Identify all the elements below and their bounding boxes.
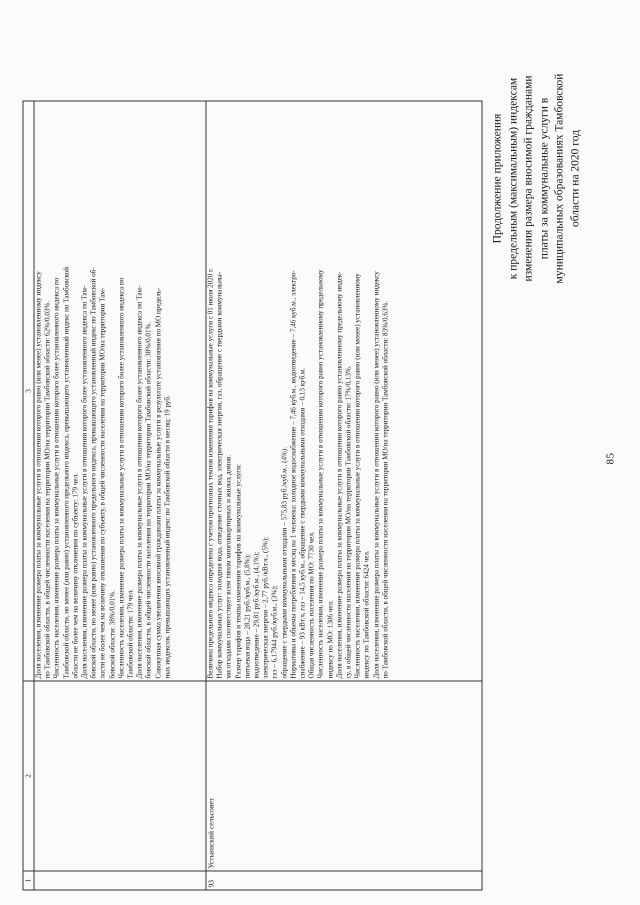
text-line: Набор коммунальных услуг: холодная вода, отведение сточных вод, электрическая энергия, газ, обращение с твердыми коммунальны-	[215, 271, 224, 679]
description-cell	[34, 101, 206, 681]
text-line: области не более чем на величину отклонения по субъекту: 179 чел.	[71, 473, 80, 679]
text-line: водоотведение – 29,81 руб./куб.м., (4,1%);	[252, 551, 261, 679]
text-line: бовской области, в общей численности населения на территории МО/на территории Тамбовской области: 38%/0,01%.	[144, 321, 153, 679]
text-line: бовской области, но менее (или равно) установленного предельного индекса, превышающего установленный индекс по Тамбовской об-	[89, 267, 98, 679]
heading-line: к предельным (максимальным) индексам	[507, 77, 519, 280]
heading-line: платы за коммунальные услуги в	[538, 97, 550, 260]
text-line: по Тамбовской области, в общей численности населения на территории МО/на территории Тамбовской области: 62%/0,03%.	[43, 300, 52, 679]
text-line: ласти не более чем на величину отклонения по субъекту, в общей численности населения на территории МО/на территории Там-	[98, 287, 107, 679]
heading-line: Продолжение приложения	[491, 113, 504, 244]
column-header-2: 2	[23, 681, 34, 871]
text-line: питьевая вода – 28,21 руб./куб.м., (5,8%);	[243, 554, 252, 679]
text-line: Доля населения, изменение размера платы за коммунальные услуги в отношении которого более установленного индекса по Там-	[80, 285, 89, 679]
table-row	[206, 101, 482, 890]
row-number-cell	[34, 871, 206, 890]
description-cell	[206, 101, 482, 681]
column-header-1: 1	[23, 871, 34, 890]
text-line: электрическая энергия – 2,77 руб./кВт.ч., (5%);	[261, 536, 270, 679]
heading-line: муниципальных образованиях Тамбовской	[553, 73, 566, 284]
text-line: обращение с твердыми коммунальными отходами – 575,83 руб./куб.м., (4%).	[280, 446, 289, 679]
text-line: Доля населения, изменение размера платы за коммунальные услуги в отношении которого более установленного индекса по Там-	[135, 285, 144, 679]
heading-line: области на 2020 год	[569, 129, 581, 228]
municipality-name-cell	[34, 681, 206, 871]
text-line: ми отходами соответствует всем типам многоквартирных и жилых домов.	[224, 454, 233, 679]
text-line: Доля населения, изменение размера платы за коммунальные услуги в отношении которого равно установленному предельному индек-	[335, 271, 344, 679]
text-line: по Тамбовской области, в общей численности населения на территории МО/на территории Тамбовской области: 83%/0,63%.	[381, 300, 390, 679]
heading-line: изменения размера вносимой гражданами	[522, 75, 535, 282]
text-line: индексу по МО: 1306 чел.	[326, 600, 335, 679]
appendix-heading	[491, 29, 584, 329]
row-number-cell: 93	[206, 871, 482, 890]
table-header-row	[23, 101, 34, 890]
text-line: Численность населения, изменение размера платы за коммунальные услуги в отношении которого равно (или менее) установленному	[353, 273, 362, 679]
text-line: Тамбовской области, но менее (или равно) установленного предельного индекса, превышающего установленный индекс по Тамбовской	[62, 266, 71, 679]
text-line: Доля населения, изменение размера платы за коммунальные услуги в отношении которого равно (или менее) установленному индексу	[34, 271, 43, 679]
rotated-sheet	[1, 0, 640, 905]
municipality-name-cell: Устьинский сельсовет	[206, 681, 482, 871]
text-line: ных индексов, превышающих установленный индекс по Тамбовской области в месяц: 19 руб.	[163, 395, 172, 679]
text-line: снабжение – 93 кВт.ч, газ – 14,5 куб.м., обращение с твердыми коммунальными отходами – 0,13 куб.м.	[298, 367, 307, 679]
text-line: Величина предельного индекса определена с учетом прогнозных темпов изменения тарифов на коммунальные услуги с 01 июля 2020 г.	[206, 268, 215, 679]
text-line: Численность населения, изменение размера платы за коммунальные услуги в отношении которого более установленного индекса по	[52, 277, 61, 679]
text-line: Численность населения, изменение размера платы за коммунальные услуги в отношении которого более установленного индекса по	[117, 277, 126, 679]
text-line: Тамбовской области: 179 чел.	[126, 588, 135, 679]
text-line: Общая численность населения по МО: 7730 чел.	[307, 531, 316, 679]
text-line: Нормативы и объемы потребления в месяц на 1 человека: холодное водоснабжение – 7,46 куб.м., водоотведение – 7,46 куб.м., электро-	[289, 270, 298, 679]
text-line: су, в общей численности населения на территории МО/на территории Тамбовской области: 17%/0,13%.	[344, 365, 353, 679]
text-line: Размер тарифов и темпы изменения тарифов на коммунальные услуги:	[234, 464, 243, 679]
table-row	[34, 101, 206, 890]
indices-table	[23, 101, 483, 891]
text-line: индексу по Тамбовской области: 6424 чел.	[362, 550, 371, 679]
text-line: Доля населения, изменение размера платы за коммунальные услуги в отношении которого равно (или менее) установленному индексу	[372, 271, 381, 679]
text-line: газ – 6,17944 руб./куб.м., (3%);	[270, 585, 279, 679]
text-line: Численность населения, изменение размера платы за коммунальные услуги в отношении которого равно установленному предельному	[316, 269, 325, 679]
text-line: бовской области: 38%/0,01%.	[108, 590, 117, 679]
column-header-3: 3	[23, 101, 34, 681]
text-line: Совокупная сумма увеличения вносимой гражданами платы за коммунальные услуги в результате установления по МО предель-	[154, 287, 163, 679]
page-number: 85	[604, 452, 617, 465]
